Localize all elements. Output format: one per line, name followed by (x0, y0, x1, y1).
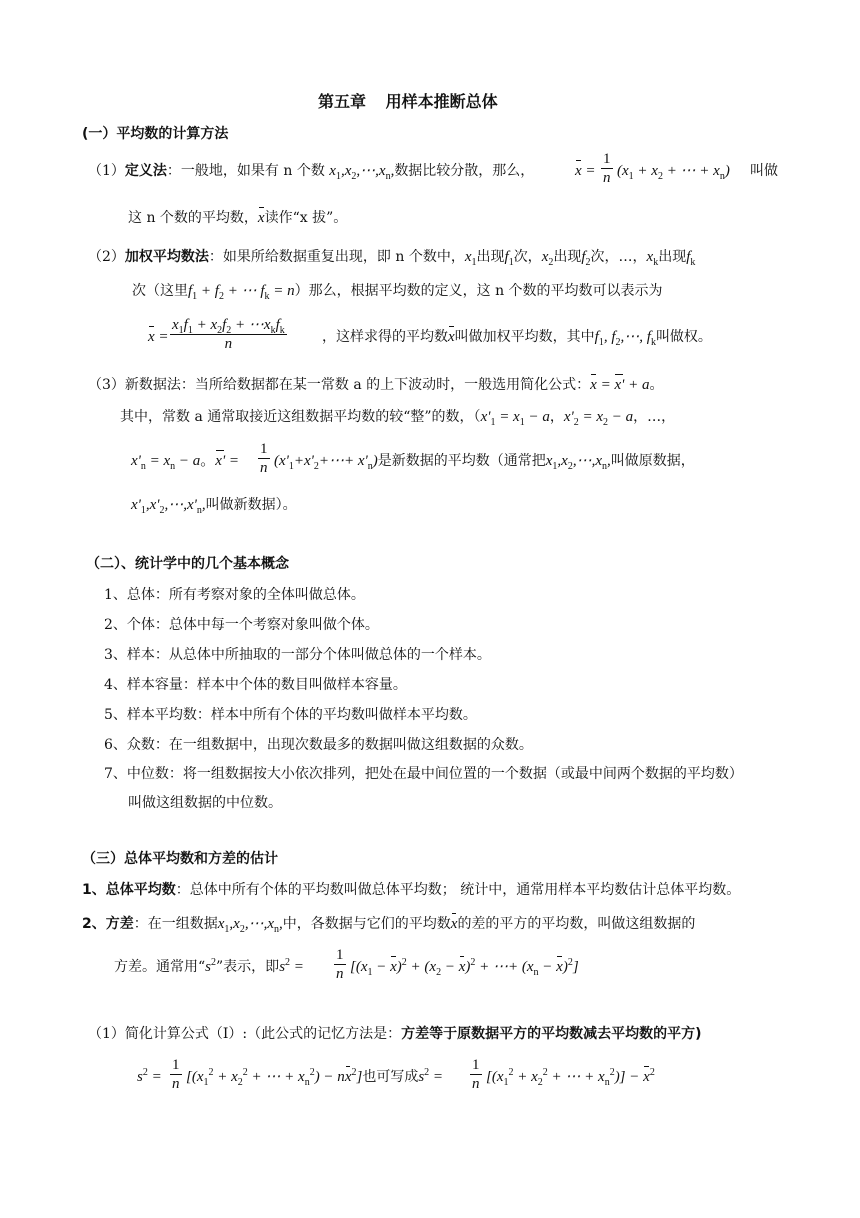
para-2-line-2: 次（这里$f_1 + f_2$ + ⋯ $f_k = n$）那么，根据平均数的定义，这 n 个数的平均数可以表示为 (132, 283, 663, 302)
simplified-formula-lhs: $s^2$ = (137, 1067, 162, 1085)
simplified-formula-heading: （1）简化计算公式（Ⅰ）:（此公式的记忆方法是：方差等于原数据平方的平均数减去平均数的平方) (88, 1026, 702, 1042)
one-over-n: $\frac{1}{n}$ (603, 151, 611, 186)
section-3-heading: （三）总体平均数和方差的估计 (82, 851, 278, 867)
variance-formula: [$(x_1 - x)^2 + (x_2 - x)^2$ + ⋯+ $(x_n - x)^2$] (350, 957, 579, 978)
concept-item-cont: 叫做这组数据的中位数。 (128, 795, 282, 811)
para-3-line-3b: $(x'_1+x'_2+\cdots+ x'_n)$是新数据的平均数（通常把$x_1,x_2,\cdots,x_n$,叫做原数据， (274, 453, 695, 472)
simplified-formula-1: [($x_1^2 + x_2^2$ + ⋯ + $x_n^2) - nx^2$]也可写成$s^2$ = (186, 1067, 444, 1088)
population-mean-item: 1、总体平均数：总体中所有个体的平均数叫做总体平均数； 统计中，通常用样本平均数估计总体平均数。 (82, 882, 741, 898)
concept-item: 6、众数：在一组数据中，出现次数最多的数据叫做这组数据的众数。 (104, 737, 533, 753)
page-title: 第五章 用样本推断总体 (318, 92, 498, 111)
one-over-n-5: $\frac{1}{n}$ (472, 1057, 480, 1092)
mean-formula-sum: ($x_1 + x_2$ + ⋯ + $x_n$) (617, 163, 730, 182)
weighted-mean-fraction: $x_1f_1 + x_2f_2$ + $\cdots x_kf_k$ n (172, 317, 285, 352)
para-2-line-3: ，这样求得的平均数x叫做加权平均数，其中$f_1$, $f_2,\cdots$, $f_k$叫做权。 (322, 329, 712, 348)
weighted-mean-lhs: x = (148, 329, 169, 345)
one-over-n-3: $\frac{1}{n}$ (336, 947, 344, 982)
para-3-line-2: 其中，常数 a 通常取接近这组数据平均数的较“整”的数，（$x'_1 = x_1 - a$，$x'_2 = x_2 - a$，…， (120, 409, 676, 428)
concept-item: 2、个体：总体中每一个考察对象叫做个体。 (104, 617, 379, 633)
variance-item-line-1: 2、方差：在一组数据$x_1,x_2,\cdots,x_n$,中，各数据与它们的平均数x的差的平方的平均数，叫做这组数据的 (82, 916, 696, 935)
para-1-line-1: （1）定义法：一般地，如果有 n 个数 $x_1,x_2,\cdots,x_n$,数据比较分散，那么， (88, 163, 535, 182)
concept-item: 3、样本：从总体中所抽取的一部分个体叫做总体的一个样本。 (104, 647, 491, 663)
para-2-line-1: （2）加权平均数法：如果所给数据重复出现，即 n 个数中，$x_1$出现$f_1$次，$x_2$出现$f_2$次，…，$x_k$出现$f_k$ (88, 249, 696, 268)
para-3-line-3a: $x'_n = x_n - a$。x' = (131, 453, 240, 472)
concept-item: 7、中位数：将一组数据按大小依次排列，把处在最中间位置的一个数据（或最中间两个数据的平均数） (104, 766, 743, 782)
para-1-line-2: 这 n 个数的平均数，x读作“x 拔”。 (128, 210, 348, 226)
one-over-n-2: $\frac{1}{n}$ (260, 441, 268, 476)
section-2-heading: （二）、统计学中的几个基本概念 (86, 556, 289, 572)
concept-item: 1、总体：所有考察对象的全体叫做总体。 (104, 587, 365, 603)
simplified-formula-2: [($x_1^2 + x_2^2$ + ⋯ + $x_n^2)] - x^2$ (486, 1067, 655, 1088)
section-1-heading: (一）平均数的计算方法 (82, 126, 229, 142)
concept-item: 5、样本平均数：样本中所有个体的平均数叫做样本平均数。 (104, 707, 477, 723)
mean-formula: x = (575, 163, 596, 179)
para-3-line-4: $x'_1,x'_2,\cdots,x'_n$,叫做新数据）。 (131, 497, 297, 516)
concept-item: 4、样本容量：样本中个体的数目叫做样本容量。 (104, 677, 407, 693)
para-1-end: 叫做 (750, 163, 778, 179)
variance-item-line-2: 方差。通常用“$s^2$”表示，即$s^2$ = (114, 957, 304, 975)
para-3-line-1: （3）新数据法：当所给数据都在某一常数 a 的上下波动时，一般选用简化公式：x = x' + a。 (88, 377, 664, 393)
one-over-n-4: $\frac{1}{n}$ (172, 1057, 180, 1092)
